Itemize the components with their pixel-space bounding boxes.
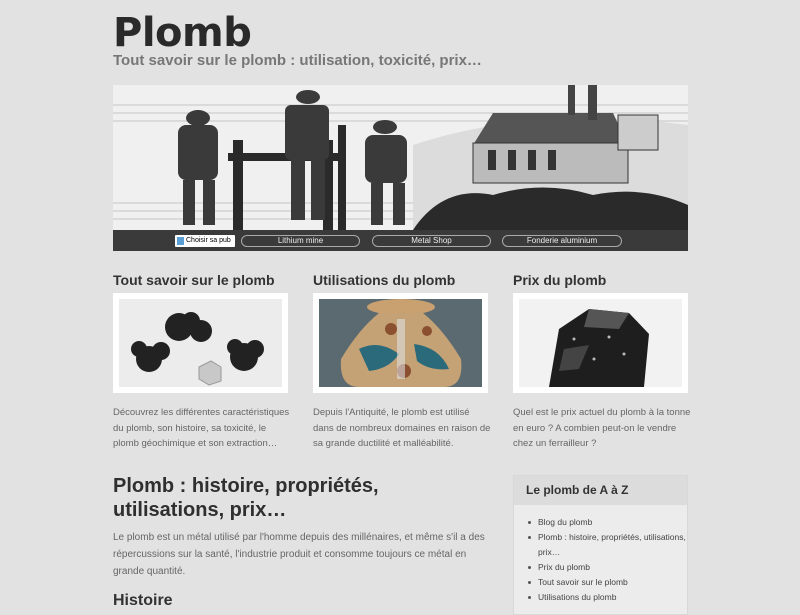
site-title[interactable]: Plomb [113,10,252,56]
lead-crystals-photo [119,299,282,387]
article-subheading: Histoire [113,592,173,609]
article-title: Plomb : histoire, propriétés, utilisations, prix… [113,475,379,521]
ad-link-fonderie-aluminium[interactable]: Fonderie aluminium [502,235,622,247]
glazed-vase-photo [319,299,482,387]
article-intro: Le plomb est un métal utilisé par l'homme depuis des millénaires, et même s'il a des répercussions sur la santé, l'industrie produit et consomme toujours ce métal en grande quantité. [113,532,485,577]
sidebar-list [514,505,687,605]
banner-engraving [113,85,688,230]
ad-links-bar [113,230,688,251]
sidebar-item-histoire[interactable]: Plomb : histoire, propriétés, utilisations, prix… [526,530,687,560]
choose-ad-label: Choisir sa pub [186,237,231,244]
ad-choices-icon [177,237,184,245]
column-image-glazed-vase[interactable] [313,293,488,393]
header-banner-image [113,85,688,230]
column-image-lead-crystals[interactable] [113,293,288,393]
column-text-prix: Quel est le prix actuel du plomb à la tonne en euro ? A combien peut-on le vendre chez un ferrailleur ? [513,407,691,449]
site-description: Tout savoir sur le plomb : utilisation, toxicité, prix… [113,52,482,69]
column-text-utilisations: Depuis l'Antiquité, le plomb est utilisé dans de nombreux domaines en raison de sa grande ductilité et malléabilité. [313,407,491,449]
sidebar-item-tout-savoir[interactable]: Tout savoir sur le plomb [526,575,687,590]
column-image-galena[interactable] [513,293,688,393]
column-title-prix[interactable]: Prix du plomb [513,272,607,288]
column-text-tout-savoir: Découvrez les différentes caractéristiques du plomb, son histoire, sa toxicité, le plomb géochimique et son extraction… [113,407,290,449]
column-title-tout-savoir[interactable]: Tout savoir sur le plomb [113,272,275,288]
sidebar-item-utilisations[interactable]: Utilisations du plomb [526,590,687,605]
sidebar-title: Le plomb de A à Z [514,476,687,505]
choose-ad-button[interactable] [175,235,235,247]
column-title-utilisations[interactable]: Utilisations du plomb [313,272,456,288]
sidebar-item-prix[interactable]: Prix du plomb [526,560,687,575]
sidebar-item-blog[interactable]: Blog du plomb [526,515,687,530]
ad-link-lithium-mine[interactable]: Lithium mine [241,235,360,247]
ad-link-metal-shop[interactable]: Metal Shop [372,235,491,247]
sidebar-widget [513,475,688,615]
galena-mineral-photo [519,299,682,387]
